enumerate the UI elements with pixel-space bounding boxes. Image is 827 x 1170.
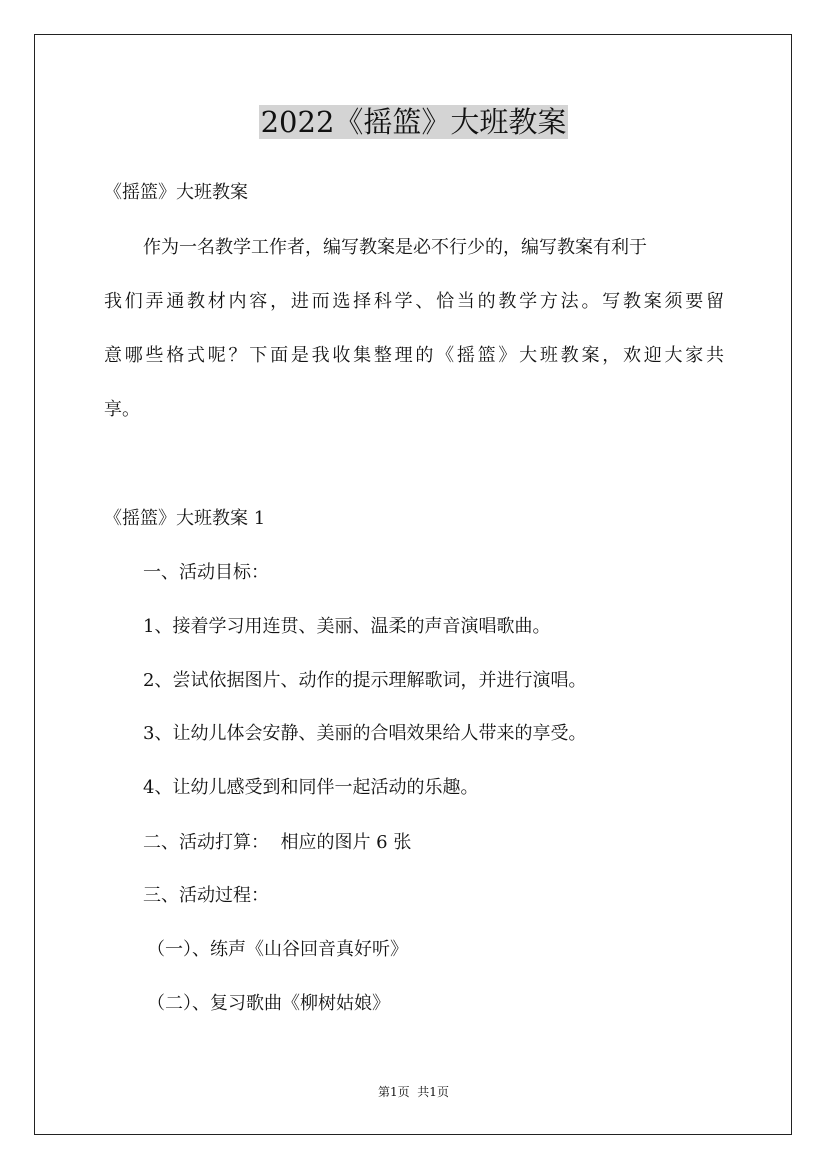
document-title xyxy=(0,102,827,142)
document-title-text: 2022《摇篮》大班教案 xyxy=(260,105,567,139)
intro-line-3: 意哪些格式呢？下面是我收集整理的《摇篮》大班教案，欢迎大家共 xyxy=(104,345,724,366)
page-number-label: 第1页 共1页 xyxy=(378,1085,449,1099)
page-footer xyxy=(0,1084,827,1100)
preparation-line: 二、活动打算： 相应的图片 6 张 xyxy=(143,832,412,853)
intro-line-4: 享。 xyxy=(104,399,140,420)
intro-line-2: 我们弄通教材内容，进而选择科学、恰当的教学方法。写教案须要留 xyxy=(104,291,724,312)
document-subtitle: 《摇篮》大班教案 xyxy=(104,182,248,203)
process-step-1: （一）、练声《山谷回音真好听》 xyxy=(147,939,408,960)
intro-line-1: 作为一名教学工作者，编写教案是必不行少的，编写教案有利于 xyxy=(143,237,647,258)
goal-item-3: 3、让幼儿体会安静、美丽的合唱效果给人带来的享受。 xyxy=(143,723,587,744)
goal-item-2: 2、尝试依据图片、动作的提示理解歌词，并进行演唱。 xyxy=(143,670,587,691)
goal-item-1: 1、接着学习用连贯、美丽、温柔的声音演唱歌曲。 xyxy=(143,616,551,637)
process-heading: 三、活动过程： xyxy=(143,885,269,906)
section-heading: 《摇篮》大班教案 1 xyxy=(104,508,266,529)
goal-item-4: 4、让幼儿感受到和同伴一起活动的乐趣。 xyxy=(143,777,479,798)
goals-heading: 一、活动目标： xyxy=(143,562,269,583)
process-step-2: （二）、复习歌曲《柳树姑娘》 xyxy=(147,993,390,1014)
